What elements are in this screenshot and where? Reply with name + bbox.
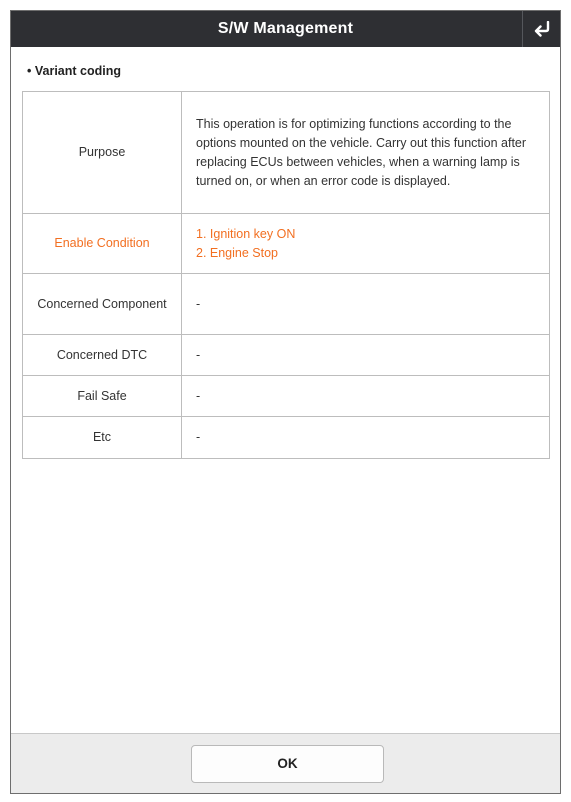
back-button[interactable] (522, 11, 560, 47)
row-value: This operation is for optimizing functions according to the options mounted on the vehicle. Carry out this function after replacing ECUs between vehicles, when a warning lamp is turned on, or when an error code is displayed. (182, 92, 550, 214)
row-value (182, 214, 550, 274)
section-label: • Variant coding (27, 64, 121, 78)
row-value: - (182, 335, 550, 376)
table-row-fail-safe (23, 376, 550, 417)
window-title: S/W Management (217, 20, 354, 37)
row-label: Concerned DTC (23, 335, 182, 376)
sw-management-window (10, 10, 561, 794)
table-row-purpose (23, 92, 550, 214)
table-row-concerned-dtc (23, 335, 550, 376)
row-label: Concerned Component (23, 274, 182, 335)
title-bar (11, 11, 560, 47)
row-label: Fail Safe (23, 376, 182, 417)
info-table (22, 91, 550, 459)
condition-line: 1. Ignition key ON (196, 226, 296, 241)
ok-button[interactable]: OK (191, 745, 384, 783)
condition-line: 2. Engine Stop (196, 245, 279, 260)
table-row-concerned-component (23, 274, 550, 335)
row-value: - (182, 376, 550, 417)
row-value: - (182, 417, 550, 459)
table-row-enable-condition (23, 214, 550, 274)
row-value: - (182, 274, 550, 335)
table-row-etc (23, 417, 550, 459)
return-arrow-icon (533, 21, 551, 37)
row-label: Enable Condition (23, 214, 182, 274)
row-label: Purpose (23, 92, 182, 214)
footer-bar (11, 733, 560, 793)
row-label: Etc (23, 417, 182, 459)
